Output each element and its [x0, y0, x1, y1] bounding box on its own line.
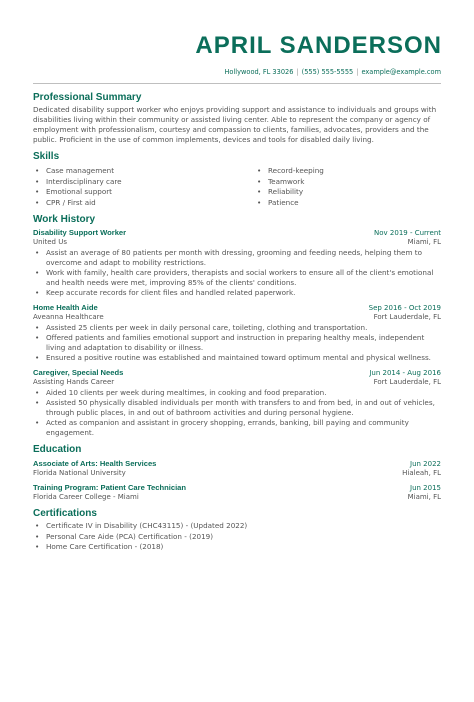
job-location: Fort Lauderdale, FL: [373, 313, 441, 322]
job-bullet: • Assist an average of 80 patients per month with dressing, grooming and feeding needs, helping them to overcome and adapt to mobility restrictions.: [35, 248, 441, 268]
education-date: Jun 2015: [410, 484, 441, 493]
job-dates: Nov 2019 - Current: [374, 229, 441, 238]
education-school: Florida National University: [33, 469, 126, 478]
skill-item: • Patience: [257, 198, 324, 209]
skill-item: • Emotional support: [35, 187, 257, 198]
job-bullet: • Keep accurate records for client files and handled related paperwork.: [35, 288, 441, 298]
education-degree-line: Associate of Arts: Health Services: [33, 459, 157, 469]
job-bullets: [33, 248, 441, 298]
education-date: Jun 2022: [410, 460, 441, 469]
job-employer: United Us: [33, 238, 67, 247]
education-school: Florida Career College - Miami: [33, 493, 139, 502]
education-degree-line: Training Program: Patient Care Technician: [33, 483, 187, 493]
education-location: Hialeah, FL: [402, 469, 441, 478]
contact-email: example@example.com: [361, 68, 441, 76]
job-bullet: • Acted as companion and assistant in grocery shopping, errands, banking, bill paying and community engagement.: [35, 418, 441, 438]
education-degree: Training Program: [33, 483, 96, 493]
job-employer: Assisting Hands Career: [33, 378, 115, 387]
certifications-heading: Certifications: [33, 508, 97, 520]
job-bullet: • Assisted 25 clients per week in daily personal care, toileting, clothing and transportation.: [35, 323, 441, 333]
job-entry: [33, 303, 441, 363]
certifications-list: [33, 521, 441, 553]
job-dates: Jun 2014 - Aug 2016: [369, 369, 441, 378]
summary-text: Dedicated disability support worker who enjoys providing support and assistance to individuals and groups with disabilities living within their community or assisted living center. Able to represent the company or agency of employment with professionalism, courtesy and compassion to clients, families, advocates, providers and the public. Proficient in the use of common implements, devices and tools for disabled daily living.: [33, 105, 437, 144]
skill-item: • CPR / First aid: [35, 198, 257, 209]
job-bullet: • Offered patients and families emotional support and instruction in preparing healthy meals, independent living and adaptation to disability or illness.: [35, 333, 441, 353]
skills-list: [33, 166, 441, 208]
skills-column-right: [257, 166, 324, 208]
job-location: Fort Lauderdale, FL: [373, 378, 441, 387]
header-divider: [33, 83, 441, 84]
certification-item: • Personal Care Aide (PCA) Certification - (2019): [35, 532, 441, 543]
contact-separator: |: [356, 68, 359, 76]
education-field: Health Services: [99, 459, 157, 469]
skill-item: • Interdisciplinary care: [35, 177, 257, 188]
skill-item: • Case management: [35, 166, 257, 177]
contact-line: [33, 68, 441, 77]
education-field: Patient Care Technician: [100, 483, 187, 493]
job-entry: [33, 228, 441, 298]
job-bullets: [33, 323, 441, 363]
job-location: Miami, FL: [407, 238, 441, 247]
certification-item: • Certificate IV in Disability (CHC43115) - (Updated 2022): [35, 521, 441, 532]
skill-item: • Record-keeping: [257, 166, 324, 177]
skills-heading: Skills: [33, 151, 60, 162]
education-heading: Education: [33, 444, 82, 456]
job-title: Disability Support Worker: [33, 228, 127, 238]
education-location: Miami, FL: [407, 493, 441, 502]
job-bullets: [33, 388, 441, 438]
education-degree: Associate of Arts: [33, 459, 96, 469]
job-bullet: • Aided 10 clients per week during mealtimes, in cooking and food preparation.: [35, 388, 441, 398]
job-title: Caregiver, Special Needs: [33, 368, 124, 378]
resume-page: [0, 32, 474, 702]
work-history-heading: Work History: [33, 214, 96, 226]
contact-location: Hollywood, FL 33026: [224, 68, 294, 76]
candidate-name: APRIL SANDERSON: [195, 32, 442, 59]
skills-column-left: [33, 166, 257, 208]
education-entry: [33, 459, 441, 478]
job-bullet: • Work with family, health care providers, therapists and social workers to ensure all of the client's emotional and health needs were met, improving 85% of the clients' conditions.: [35, 268, 441, 288]
job-entry: [33, 368, 441, 438]
skill-item: • Teamwork: [257, 177, 324, 188]
job-dates: Sep 2016 - Oct 2019: [368, 304, 441, 313]
job-bullet: • Assisted 50 physically disabled individuals per month with transfers to and from bed, in and out of vehicles, through public places, in and out of bathroom activities and during personal hygiene.: [35, 398, 441, 418]
skill-item: • Reliability: [257, 187, 324, 198]
job-bullet: • Ensured a positive routine was established and maintained toward optimum mental and physical wellness.: [35, 353, 441, 363]
contact-phone: (555) 555-5555: [301, 68, 354, 76]
job-employer: Aveanna Healthcare: [33, 313, 104, 322]
contact-separator: |: [296, 68, 299, 76]
certification-item: • Home Care Certification - (2018): [35, 542, 441, 553]
summary-heading: Professional Summary: [33, 92, 142, 103]
education-entry: [33, 483, 441, 502]
job-title: Home Health Aide: [33, 303, 98, 313]
